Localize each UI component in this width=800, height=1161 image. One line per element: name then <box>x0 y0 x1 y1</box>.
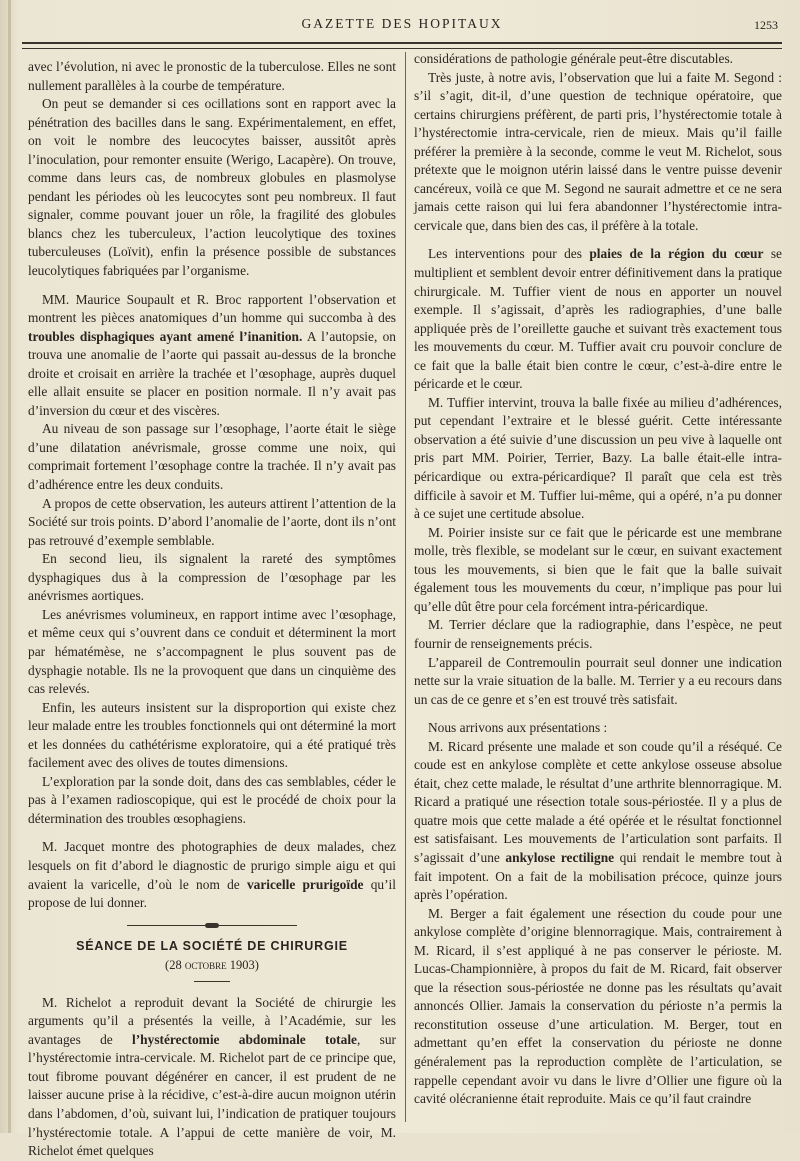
paragraph: Nous arrivons aux présentations : <box>428 720 608 736</box>
paragraph: A propos de cette observation, les auteurs attirent l’attention de la Société sur trois points. D’abord l’anomalie de l’aorte, dont ils n’ont pas retrouvé d’exemple semblable. <box>28 495 396 548</box>
short-rule <box>194 981 230 982</box>
paragraph: L’exploration par la sonde doit, dans des cas semblables, céder le pas à l’examen radioscopique, qui est le procédé de choix pour la détermination des troubles œsophagiens. <box>28 773 396 826</box>
paragraph: avec l’évolution, ni avec le pronostic de la tuberculose. Elles ne sont nullement parallèles à la courbe de température. <box>28 59 396 93</box>
paragraph: M. Terrier déclare que la radiographie, dans l’espèce, ne peut fournir de renseignements précis. <box>414 617 782 651</box>
page-header <box>22 14 782 38</box>
section-date: (28 octobre 1903) <box>165 958 259 973</box>
paragraph: M. Richelot a reproduit devant la Société de chirurgie les arguments qu’il a présentés la veille, à l’Académie, sur les avantages de l’hystérectomie abdominale totale, sur l’hystérectomie intra-cervicale. M. Richelot part de ce principe que, tout fibrome pouvant dégénérer en cancer, il est prudent de ne laisser aucune prise à la récidive, c’est-à-dire aucun moignon utérin dans l’abdomen, d’où, suivant lui, l’indication de pratiquer toujours l’hystérectomie totale. A l’appui de cette manière de voir, M. Richelot émet quelques <box>28 994 396 1159</box>
paragraph: Très juste, à notre avis, l’observation que lui a faite M. Segond : s’il s’agit, dit-il, d’une question de technique opératoire, que certains chirurgiens préfèrent, de parti pris, l’hystérectomie totale à l’hystérectomie intra-cervicale, rien de mieux. Mais qu’il faille préférer la première à la seconde, comme le veut M. Richelot, sous prétexte que le moignon utérin laissé dans le ventre puisse devenir cancéreux, voilà ce que M. Segond ne saurait admettre et ce ne sera jamais cette raison qui lui fera abandonner l’hystérectomie intra-cervicale que, dans bien des cas, il préfère à la totale. <box>414 69 782 233</box>
bold-phrase: l’hystérectomie abdominale totale <box>132 1031 357 1047</box>
page-number: 1253 <box>754 18 778 32</box>
bold-phrase: plaies de la région du cœur <box>589 246 764 262</box>
paragraph: Les anévrismes volumineux, en rapport intime avec l’œsophage, et même ceux qui s’ouvrent dans ce conduit et déterminent la mort par hématémèse, ne s’accompagnent le plus souvent pas de dysphagie notable. Ils ne la provoquent que dans un cinquième des cas relevés. <box>28 606 396 697</box>
bold-phrase: varicelle prurigoïde <box>246 876 364 892</box>
running-title: GAZETTE DES HOPITAUX <box>301 16 503 31</box>
section-ornament <box>127 923 297 929</box>
paragraph: M. Poirier insiste sur ce fait que le péricarde est une membrane molle, très flexible, se modelant sur le cœur, en suivant exactement tous les mouvements, si bien que le fait que la balle suivait également tous les mouvements du cœur, n’implique pas pour lui qu’elle dût être pour cela forcément intra-péricardique. <box>414 524 782 614</box>
paragraph: M. Ricard présente une malade et son coude qu’il a réséqué. Ce coude est en ankylose complète et cette ankylose osseuse absolue était, chez cette malade, le résultat d’une arthrite blennorragique. M. Ricard a pratiqué une résection totale sous-périostée. Il y a plus de quatre mois que cette malade a été opérée et le résultat fonctionnel est satisfaisant. Les mouvements de l’articulation sont parfaits. Il s’agissait d’une ankylose rectiligne qui rendait le membre tout à fait impotent. On a fait de la mobilisation précoce, quinze jours après l’opération. <box>414 738 782 903</box>
paragraph: Les interventions pour des plaies de la région du cœur se multiplient et semblent devoir entrer définitivement dans la pratique chirurgicale. M. Tuffier vient de nous en apporter un nouvel exemple. Il s’agissait, d’après les radiographies, d’une balle appliquée près de l’oreillette gauche et suivant très exactement tous les mouvements du cœur. M. Tuffier avait cru pouvoir conclure de ce fait que la balle était bien contre le cœur, c’est-à-dire entre le péricarde et le cœur. <box>414 246 782 392</box>
left-column <box>28 58 396 1161</box>
paragraph: MM. Maurice Soupault et R. Broc rapportent l’observation et montrent les pièces anatomiques d’un homme qui succomba à des troubles disphagiques ayant amené l’inanition. A l’autopsie, on trouva une anomalie de l’aorte qui passait au-dessus de la bronche droite et croisait en arrière la trachée et l’œsophage, auprès duquel elle allait ensuite se placer en position normale. Il n’y avait pas d’inversion du cœur et des viscères. <box>28 291 396 418</box>
paragraph: En second lieu, ils signalent la rareté des symptômes dysphagiques dus à la compression de l’œsophage par les anévrismes aortiques. <box>28 551 396 604</box>
column-divider <box>405 52 406 1122</box>
paragraph: Au niveau de son passage sur l’œsophage, l’aorte était le siège d’une dilatation anévrismale, grosse comme une noix, qui comprimait fortement l’œsophage contre la trachée. Il n’y avait pas d’adhérence entre les deux conduits. <box>28 421 396 493</box>
binding-edge <box>8 0 11 1133</box>
paragraph: M. Berger a fait également une résection du coude pour une ankylose complète d’origine blennorragique. Mais, contrairement à M. Ricard, il s’est appliqué à ne pas conserver le périoste. M. Lucas-Championnière, à propos du fait de M. Ricard, fait observer que la résection sous-périostée ne donne pas les résultats qu’avait annoncés Ollier. Jamais la conservation du périoste n’a permis la reconstitution osseuse d’une articulation. M. Berger, tout en admettant qu’en effet la conservation du périoste ne donne généralement pas la reproduction complète de l’articulation, se rappelle cependant avoir vu dans le livre d’Ollier une figure où la cavité olécranienne était reproduite. Mais ce qu’il faut craindre <box>414 905 782 1107</box>
paragraph: L’appareil de Contremoulin pourrait seul donner une indication nette sur la vraie situation de la balle. M. Terrier y a eu recours dans un cas de ce genre et s’en est trouvé très satisfait. <box>414 654 782 707</box>
section-title: SÉANCE DE LA SOCIÉTÉ DE CHIRURGIE <box>76 938 348 953</box>
right-column <box>414 50 782 1109</box>
paragraph: M. Jacquet montre des photographies de deux malades, chez lesquels on fit d’abord le diagnostic de prurigo simple aigu et qui avaient la varicelle, d’où le nom de varicelle prurigoïde qu’il propose de lui donner. <box>28 839 396 911</box>
paragraph: M. Tuffier intervint, trouva la balle fixée au milieu d’adhérences, put cependant l’extraire et le blessé guérit. Cette intéressante observation a été suivie d’une discussion un peu vive à laquelle ont pris part MM. Poirier, Terrier, Bazy. La balle était-elle intra-péricardique ou extra-péricardique? Il paraît que cela est très difficile à savoir et M. Tuffier lui-même, qui a opéré, n’a pu donner à ce sujet une certitude absolue. <box>414 394 782 522</box>
header-rule <box>22 42 782 49</box>
bold-phrase: ankylose rectiligne <box>505 849 615 865</box>
paragraph: Enfin, les auteurs insistent sur la disproportion qui existe chez leur malade entre les troubles fonctionnels qui ont déterminé la mort et les données du cathétérisme exploratoire, qui a été pratiqué très facilement avec des olives de toutes dimensions. <box>28 699 396 771</box>
paragraph: considérations de pathologie générale peut-être discutables. <box>414 51 734 66</box>
paragraph: On peut se demander si ces ocillations sont en rapport avec la pénétration des bacilles dans le sang. Expérimentalement, en effet, on voit le nombre des leucocytes baisser, aussitôt après l’inoculation, pour remonter ensuite (Werigo, Lacapère). On trouve, comme dans leurs cas, de nombreux globules en plasmolyse pendant les périodes où les leucocytes sont peu nombreux. Il faut signaler, comme pouvant jouer un rôle, la fragilité des globules blancs chez les tuberculeux, l’action leucolytique des toxines tuberculeuses (Loïvit), enfin la présence possible de substances leucolytiques fabriquées par l’organisme. <box>28 96 396 279</box>
bold-phrase: troubles disphagiques ayant amené l’inanition. <box>28 328 303 344</box>
